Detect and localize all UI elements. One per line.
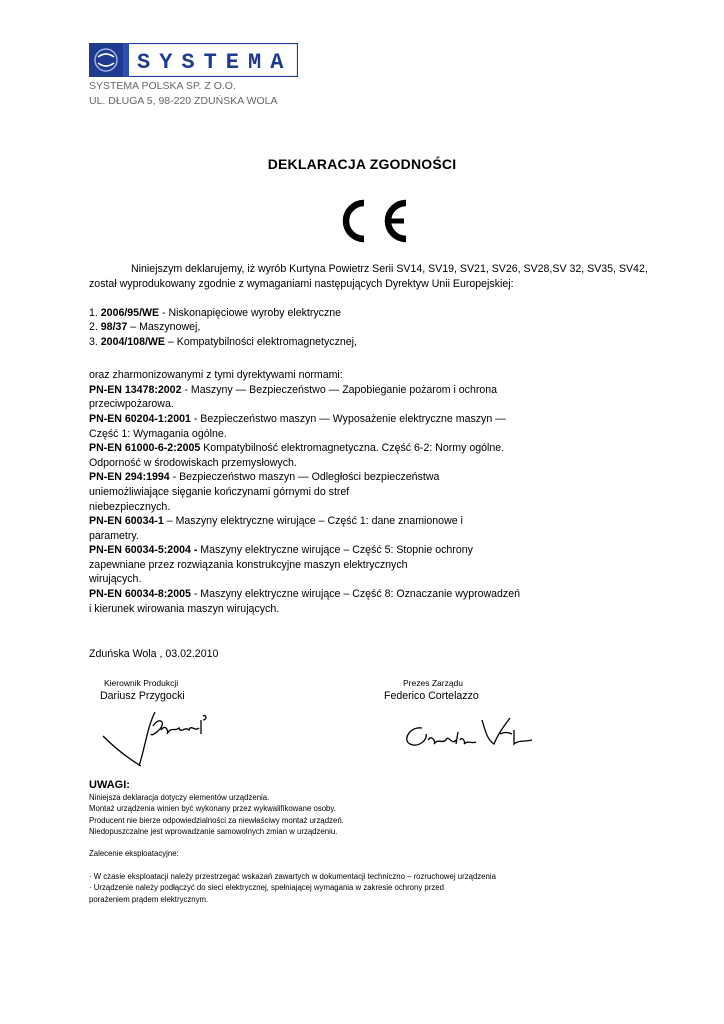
norm-item: PN-EN 60034-1 – Maszyny elektryczne wirujące – Część 1: dane znamionowe i bbox=[89, 515, 463, 528]
norm-item: PN-EN 60034-8:2005 - Maszyny elektryczne wirujące – Część 8: Oznaczanie wyprowadzeń bbox=[89, 588, 521, 601]
systema-logo bbox=[89, 43, 298, 77]
directive-list bbox=[89, 306, 669, 350]
norm-continuation: przeciwpożarowa. bbox=[89, 398, 174, 411]
note-line: Montaż urządzenia winien być wykonany przez wykwalifikowane osoby. bbox=[89, 804, 336, 814]
norm-item: PN-EN 60034-5:2004 - Maszyny elektryczne wirujące – Część 5: Stopnie ochrony bbox=[89, 544, 473, 557]
norm-continuation: niebezpiecznych. bbox=[89, 500, 171, 513]
declaration-body bbox=[89, 262, 669, 616]
notes-title: UWAGI: bbox=[89, 779, 130, 791]
norm-continuation: parametry. bbox=[89, 529, 139, 542]
norms-intro: oraz zharmonizowanymi z tymi dyrektywami normami: bbox=[89, 369, 343, 382]
note-line: Niniejsza deklaracja dotyczy elementów urządzenia. bbox=[89, 793, 270, 802]
notes-section bbox=[89, 779, 689, 905]
company-info bbox=[89, 79, 278, 108]
norms-list bbox=[89, 383, 669, 617]
norm-continuation: zapewniane przez rozwiązania konstrukcyjne maszyn elektrycznych bbox=[89, 558, 408, 571]
ce-mark-icon bbox=[334, 197, 414, 245]
norm-continuation: Część 1: Wymagania ogólne. bbox=[89, 427, 227, 440]
norm-continuation: Odporność w środowiskach przemysłowych. bbox=[89, 456, 297, 469]
norm-continuation: uniemożliwiające sięganie kończynami górnymi do stref bbox=[89, 485, 350, 498]
norm-item: PN-EN 61000-6-2:2005 Kompatybilność elektromagnetyczna. Część 6-2: Normy ogólne. bbox=[89, 442, 505, 455]
directive-item: 1. 2006/95/WE - Niskonapięciowe wyroby elektryczne bbox=[89, 306, 342, 319]
company-address: UL. DŁUGA 5, 98-220 ZDUŃSKA WOLA bbox=[89, 94, 278, 107]
left-signatory-role: Kierownik Produkcji bbox=[104, 678, 179, 688]
recommendation-line: porażeniem prądem elektrycznym. bbox=[89, 894, 209, 904]
norm-item: PN-EN 60204-1:2001 - Bezpieczeństwo maszyn — Wyposażenie elektryczne maszyn — bbox=[89, 412, 506, 425]
logo-text: SYSTEMA bbox=[137, 50, 293, 75]
note-line: Niedopuszczalne jest wprowadzanie samowolnych zmian w urządzeniu. bbox=[89, 826, 338, 836]
recommendation-line: · W czasie eksploatacji należy przestrzegać wskazań zawartych w dokumentacji techniczno – rozruchowej urządzenia bbox=[89, 872, 496, 882]
left-signature-image bbox=[95, 708, 220, 770]
place-date: Zduńska Wola , 03.02.2010 bbox=[89, 648, 219, 660]
recommendation-title: Zalecenie eksploatacyjne: bbox=[89, 849, 179, 859]
norm-item: PN-EN 294:1994 - Bezpieczeństwo maszyn — Odległości bezpieczeństwa bbox=[89, 471, 440, 484]
directive-item: 2. 98/37 – Maszynowej, bbox=[89, 321, 201, 334]
note-line: Producent nie bierze odpowiedzialności za niewłaściwy montaż urządzeń. bbox=[89, 815, 344, 825]
right-signatory-name: Federico Cortelazzo bbox=[384, 690, 479, 702]
left-signatory-name: Dariusz Przygocki bbox=[100, 690, 185, 702]
intro-line-1: Niniejszym deklarujemy, iż wyrób Kurtyna Powietrz Serii SV14, SV19, SV21, SV26, SV28,SV 32, SV35, SV42, bbox=[131, 263, 648, 275]
norm-continuation: wirujących. bbox=[89, 573, 142, 586]
norm-item: PN-EN 13478:2002 - Maszyny — Bezpieczeństwo — Zapobieganie pożarom i ochrona bbox=[89, 383, 498, 396]
right-signature-image bbox=[400, 710, 540, 755]
recommendation-line: · Urządzenie należy podłączyć do sieci elektrycznej, spełniającej wymagania w zakresie ochrony przed bbox=[89, 883, 444, 893]
document-title: DEKLARACJA ZGODNOŚCI bbox=[267, 156, 457, 172]
right-signatory-role: Prezes Zarządu bbox=[403, 678, 463, 688]
norm-continuation: i kierunek wirowania maszyn wirujących. bbox=[89, 602, 280, 615]
intro-line-2: został wyprodukowany zgodnie z wymaganiami następujących Dyrektyw Unii Europejskiej: bbox=[89, 277, 514, 290]
company-name: SYSTEMA POLSKA SP. Z O.O. bbox=[89, 80, 236, 92]
directive-item: 3. 2004/108/WE – Kompatybilności elektromagnetycznej, bbox=[89, 335, 357, 348]
